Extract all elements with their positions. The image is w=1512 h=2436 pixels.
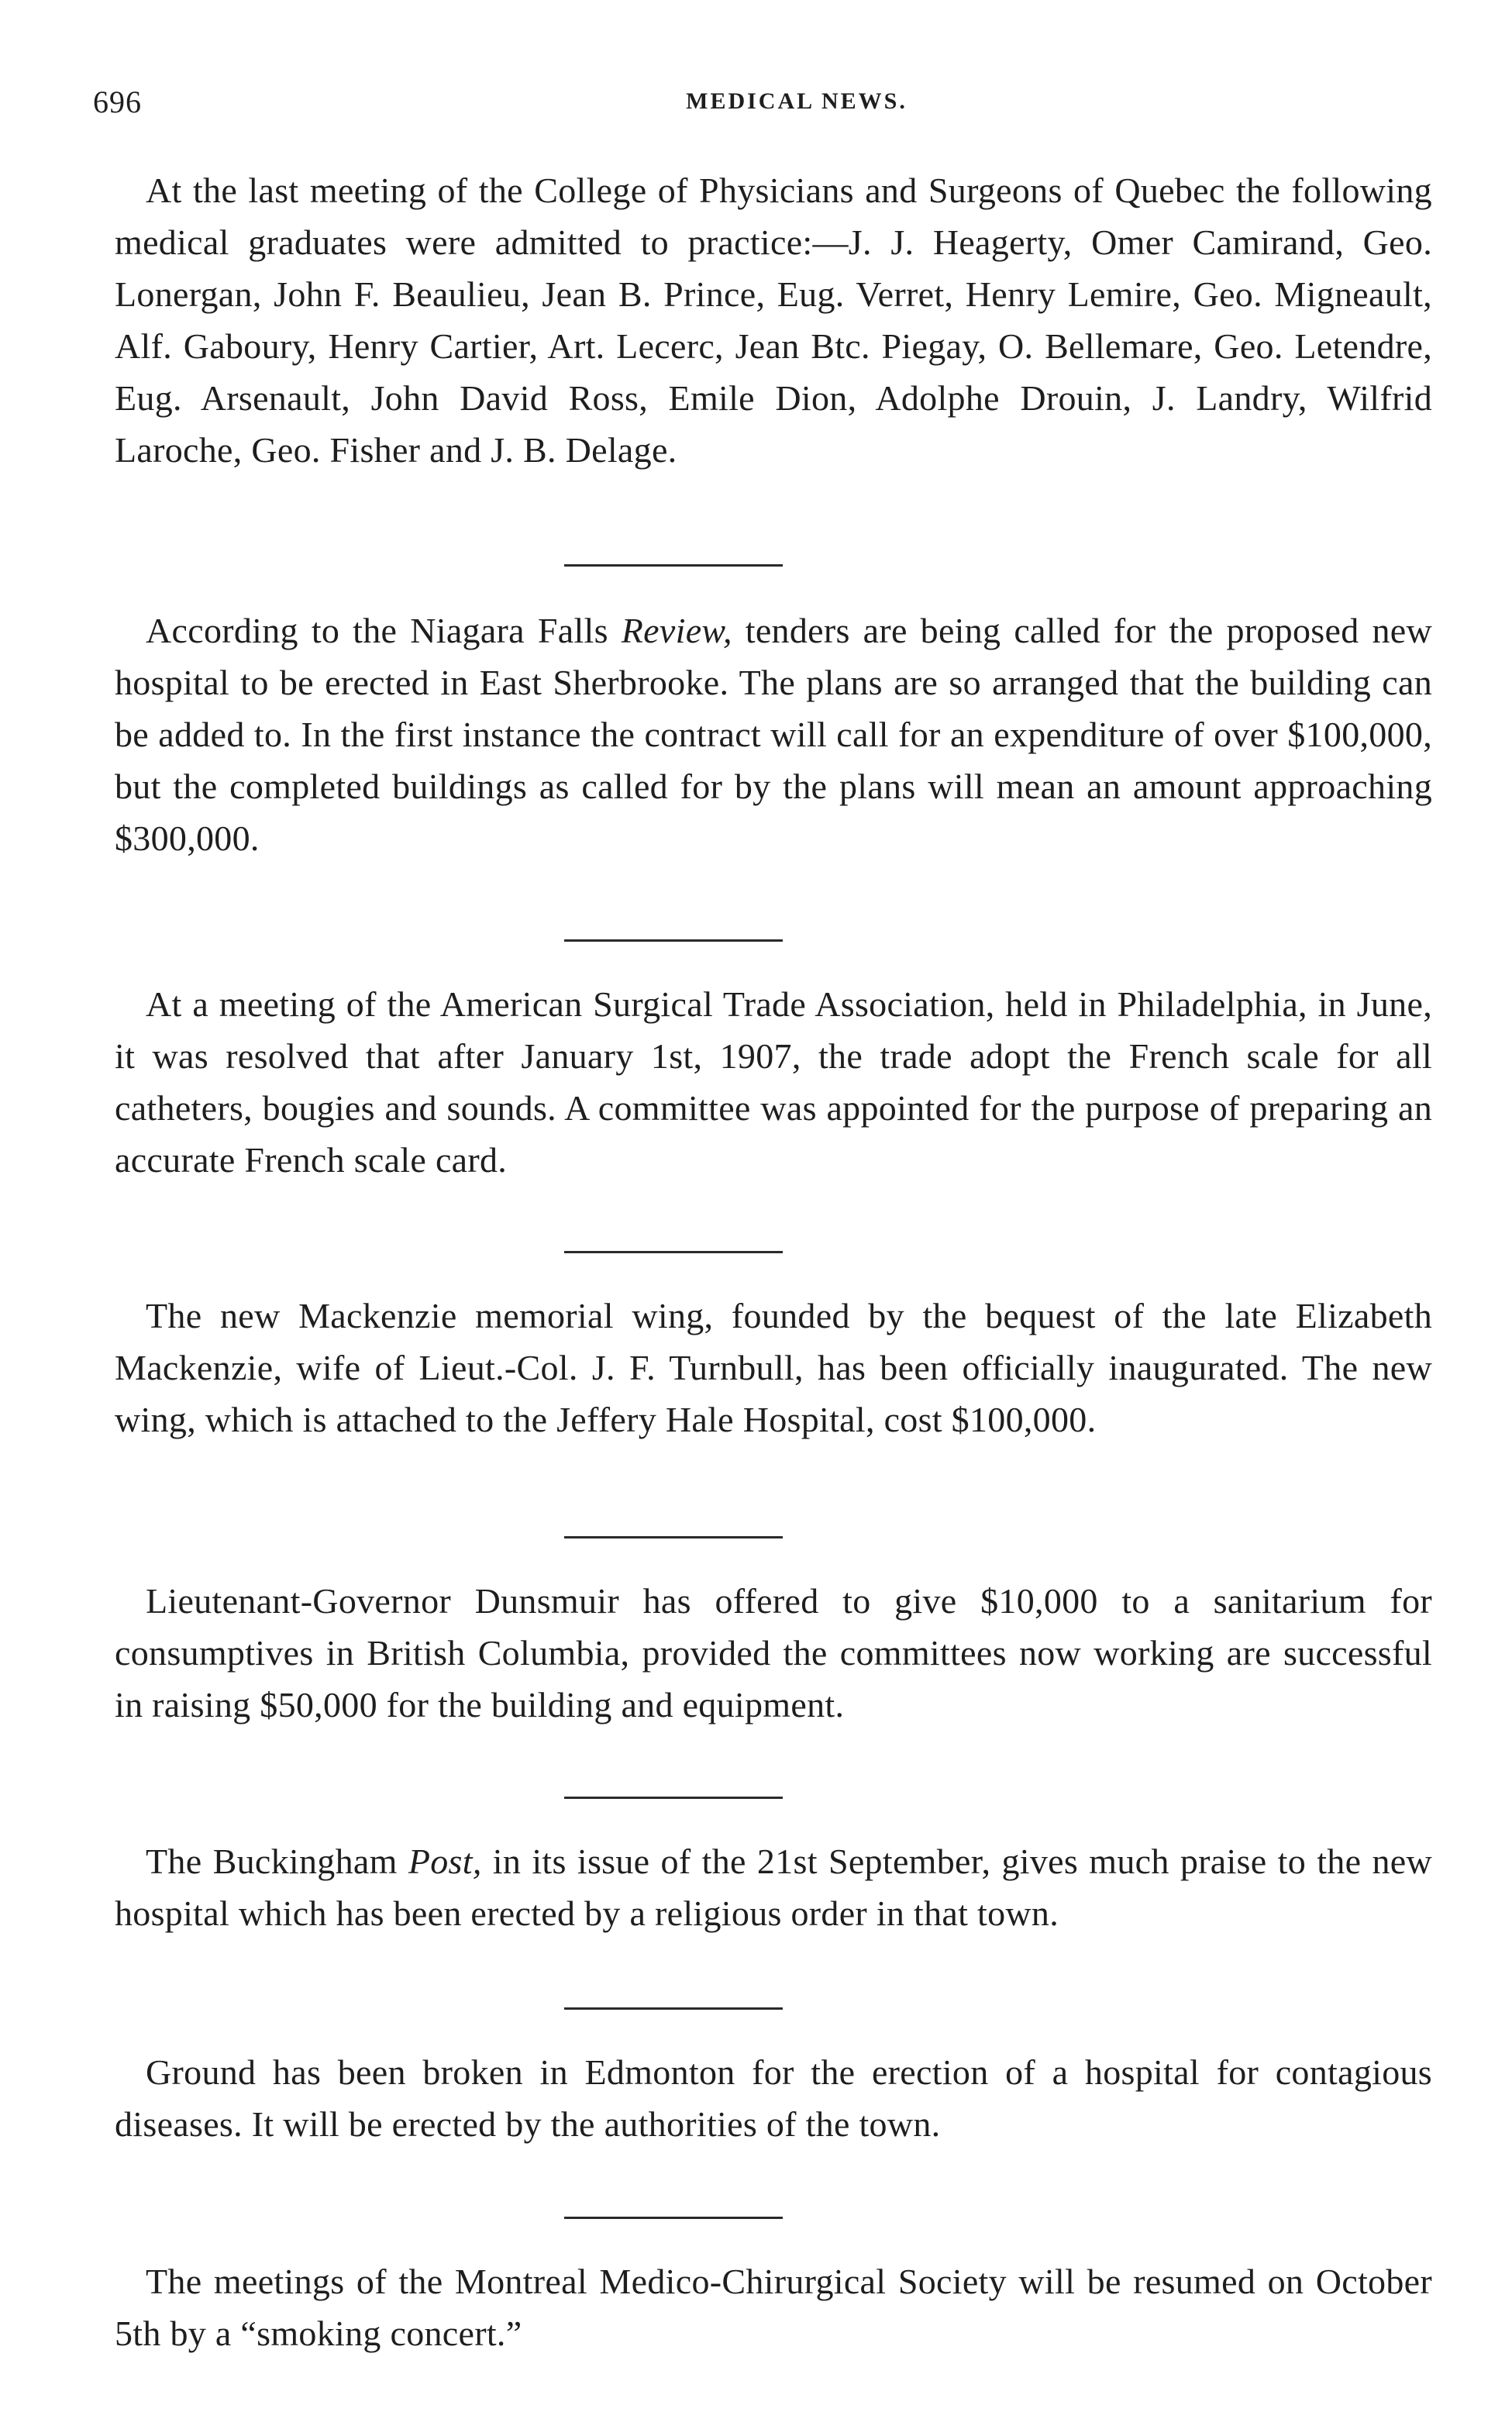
section-divider (564, 1251, 783, 1253)
news-item-college-graduates (115, 164, 1432, 476)
news-text: in its issue of the 21st September, gives much praise to the new hospital which has been erected by a religious order in that town. (115, 1842, 1432, 1933)
news-item-buckingham (115, 1835, 1432, 1939)
publication-title: Review, (621, 611, 732, 650)
news-item-edmonton (115, 2046, 1432, 2150)
news-text: tenders are being called for the proposed new hospital to be erected in East Sherbrooke. The plans are so arranged that the building can be added to. In the first instance the contract will call for an expenditure of over $100,000, but the completed buildings as called for by the plans will mean an amount approaching $300,000. (115, 611, 1432, 858)
section-divider (564, 2007, 783, 2010)
page-number: 696 (93, 84, 142, 119)
journal-page (93, 0, 1432, 2436)
news-paragraph: At a meeting of the American Surgical Trade Association, held in Philadelphia, in June, it was resolved that after January 1st, 1907, the trade adopt the French scale for all catheters, bougies and sounds. A committee was appointed for the purpose of preparing an accurate French scale card. (115, 984, 1432, 1180)
news-text: The Buckingham (146, 1842, 408, 1881)
news-paragraph: At the last meeting of the College of Physicians and Surgeons of Quebec the following medical graduates were admitted to practice:—J. J. Heagerty, Omer Camirand, Geo. Lonergan, John F. Beaulieu, Jean B. Prince, Eug. Verret, Henry Lemire, Geo. Migneault, Alf. Gaboury, Henry Cartier, Art. Lecerc, Jean Btc. Piegay, O. Bellemare, Geo. Letendre, Eug. Arsenault, John David Ross, Emile Dion, Adolphe Drouin, J. Landry, Wilfrid Laroche, Geo. Fisher and J. B. Delage. (115, 171, 1432, 470)
news-item-surgical-trade (115, 978, 1432, 1186)
news-item-medico-chirurgical (115, 2255, 1432, 2359)
news-paragraph: The meetings of the Montreal Medico-Chirurgical Society will be resumed on October 5th by a “smoking concert.” (115, 2262, 1432, 2353)
news-text: According to the Niagara Falls (146, 611, 622, 650)
news-item-sherbrooke-hospital (115, 605, 1432, 864)
section-divider (564, 1797, 783, 1799)
section-divider (564, 1536, 783, 1538)
section-divider (564, 564, 783, 567)
news-paragraph (115, 605, 1432, 864)
section-divider (564, 2217, 783, 2219)
page-header (93, 84, 1432, 130)
news-paragraph (115, 1835, 1432, 1939)
publication-title: Post, (408, 1842, 482, 1881)
section-divider (564, 939, 783, 942)
news-paragraph: The new Mackenzie memorial wing, founded by the bequest of the late Elizabeth Mackenzie, wife of Lieut.-Col. J. F. Turnbull, has been officially inaugurated. The new wing, which is attached to the Jeffery Hale Hospital, cost $100,000. (115, 1296, 1432, 1439)
news-paragraph: Lieutenant-Governor Dunsmuir has offered to give $10,000 to a sanitarium for consumptives in British Columbia, provided the committees now working are successful in raising $50,000 for the building and equipment. (115, 1581, 1432, 1724)
news-item-sanitarium (115, 1575, 1432, 1731)
news-item-mackenzie-wing (115, 1290, 1432, 1445)
news-paragraph: Ground has been broken in Edmonton for the erection of a hospital for contagious diseases. It will be erected by the authorities of the town. (115, 2052, 1432, 2144)
running-head: MEDICAL NEWS. (686, 88, 908, 114)
